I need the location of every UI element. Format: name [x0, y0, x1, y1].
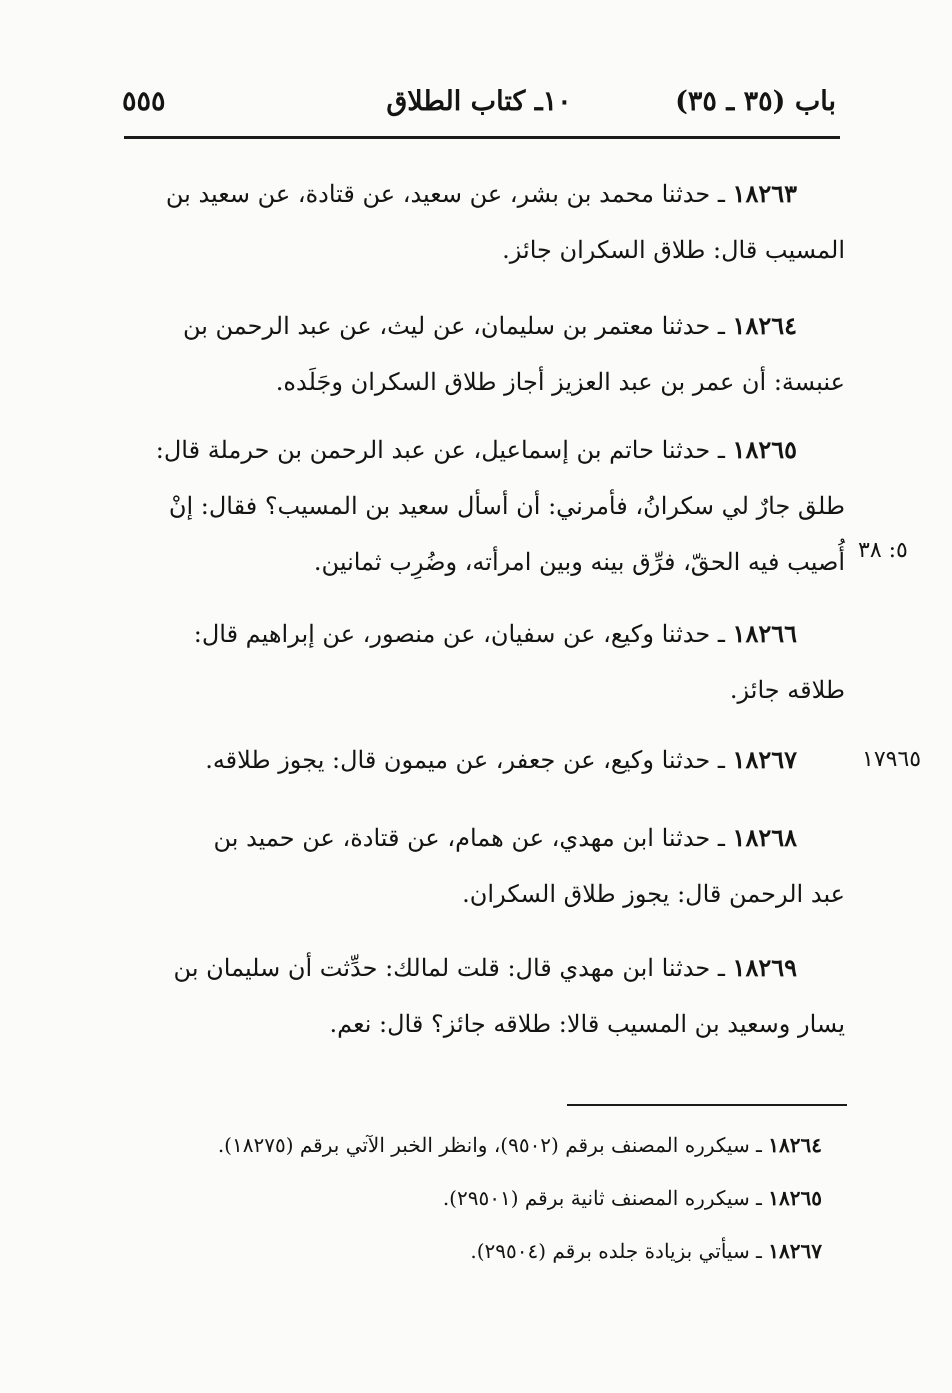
- hadith-number: ١٨٢٦٧: [732, 745, 797, 774]
- hadith-entry: [125, 422, 845, 590]
- entry-text: ـ حدثنا وكيع، عن سفيان، عن منصور، عن إبراهيم قال:: [193, 620, 725, 648]
- entry-line: [125, 810, 845, 866]
- entry-line: المسيب قال: طلاق السكران جائز.: [502, 236, 845, 264]
- hadith-number: ١٨٢٦٩: [732, 953, 797, 982]
- entry-line: عبد الرحمن قال: يجوز طلاق السكران.: [462, 880, 845, 908]
- footnote-number: ١٨٢٦٥: [768, 1186, 822, 1210]
- hadith-entry: [125, 606, 845, 718]
- entry-line: طلق جارٌ لي سكرانُ، فأمرني: أن أسأل سعيد بن المسيب؟ فقال: إنْ: [168, 492, 845, 520]
- page-number: ٥٥٥: [122, 86, 166, 117]
- footnote-number: ١٨٢٦٧: [768, 1239, 822, 1263]
- entry-line: طلاقه جائز.: [729, 676, 845, 704]
- running-header: [118, 86, 840, 128]
- footnote-rule: [567, 1104, 847, 1106]
- footnote: [443, 1186, 822, 1210]
- entry-line: [125, 298, 845, 354]
- entry-line: أُصيب فيه الحقّ، فرِّق بينه وبين امرأته، وضُرِب ثمانين.: [313, 548, 845, 576]
- hadith-entry: [125, 940, 845, 1052]
- entry-line: [125, 166, 845, 222]
- entry-text: ـ حدثنا ابن مهدي، عن همام، عن قتادة، عن حميد بن: [213, 824, 725, 852]
- footnote-text: ـ سيكرره المصنف ثانية برقم (٢٩٥٠١).: [442, 1186, 762, 1210]
- entry-text: ـ حدثنا حاتم بن إسماعيل، عن عبد الرحمن بن حرملة قال:: [155, 436, 725, 464]
- hadith-entry: [125, 732, 845, 788]
- hadith-number: ١٨٢٦٣: [732, 179, 797, 208]
- hadith-number: ١٨٢٦٥: [732, 435, 797, 464]
- entry-line: [125, 940, 845, 996]
- entry-line: [125, 422, 845, 478]
- entry-text: ـ حدثنا محمد بن بشر، عن سعيد، عن قتادة، عن سعيد بن: [165, 180, 725, 208]
- hadith-number: ١٨٢٦٦: [732, 619, 797, 648]
- footnote-text: ـ سيكرره المصنف برقم (٩٥٠٢)، وانظر الخبر الآتي برقم (١٨٢٧٥).: [217, 1133, 762, 1157]
- margin-reference: ١٧٩٦٥: [862, 747, 922, 772]
- entry-text: ـ حدثنا ابن مهدي قال: قلت لمالك: حدِّثت أن سليمان بن: [173, 954, 725, 982]
- entry-text: ـ حدثنا معتمر بن سليمان، عن ليث، عن عبد الرحمن بن: [182, 312, 725, 340]
- footnote-number: ١٨٢٦٤: [768, 1133, 822, 1157]
- book-title: ١٠ـ كتاب الطلاق: [386, 86, 572, 117]
- entry-line: [125, 606, 845, 662]
- entry-text: ـ حدثنا وكيع، عن جعفر، عن ميمون قال: يجوز طلاقه.: [205, 746, 725, 774]
- entry-line: يسار وسعيد بن المسيب قالا: طلاقه جائز؟ قال: نعم.: [329, 1010, 845, 1038]
- entry-line: عنبسة: أن عمر بن عبد العزيز أجاز طلاق السكران وجَلَده.: [275, 368, 845, 396]
- hadith-entry: [125, 810, 845, 922]
- footnote: [218, 1133, 822, 1157]
- footnote: [470, 1239, 822, 1263]
- margin-reference: ٥: ٣٨: [858, 538, 908, 563]
- hadith-number: ١٨٢٦٨: [732, 823, 797, 852]
- hadith-entry: [125, 298, 845, 410]
- entry-line: [125, 732, 845, 788]
- header-rule: [124, 136, 840, 139]
- footnote-text: ـ سيأتي بزيادة جلده برقم (٢٩٥٠٤).: [470, 1239, 762, 1263]
- hadith-number: ١٨٢٦٤: [732, 311, 797, 340]
- chapter-heading: باب (٣٥ ـ ٣٥): [675, 86, 836, 117]
- hadith-entry: [125, 166, 845, 278]
